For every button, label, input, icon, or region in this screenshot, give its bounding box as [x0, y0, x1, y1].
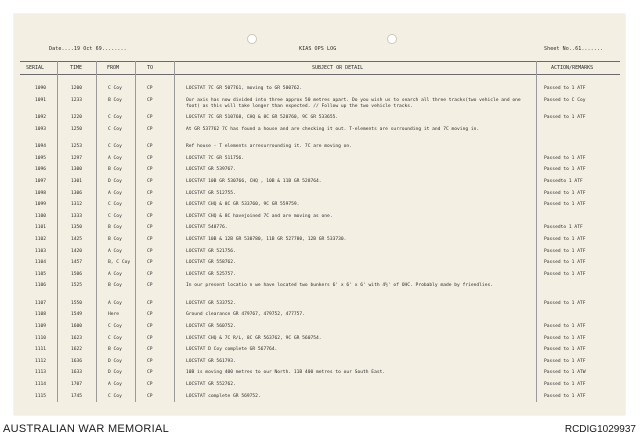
- cell-serial: 1103: [35, 248, 47, 254]
- cell-from: B Coy: [108, 97, 122, 103]
- col-header-action: ACTION/REMARKS: [551, 65, 594, 71]
- cell-serial: 1114: [35, 381, 47, 387]
- cell-to: CP: [147, 283, 153, 289]
- cell-serial: 1110: [35, 335, 47, 341]
- cell-to: CP: [147, 155, 153, 161]
- cell-from: C Coy: [108, 144, 122, 150]
- log-title: KIAS OPS LOG: [299, 46, 337, 52]
- log-row: [14, 392, 625, 404]
- cell-time: 1301: [71, 178, 83, 184]
- cell-time: 1425: [71, 236, 83, 242]
- cell-to: CP: [147, 167, 153, 173]
- cell-to: CP: [147, 126, 153, 132]
- cell-serial: 1102: [35, 236, 47, 242]
- cell-from: D Coy: [108, 358, 122, 364]
- cell-subject: LOCSTAT CHQ & 7C R/L, 8C GR 563762, 9C GR 560754.: [186, 335, 322, 341]
- cell-from: C Coy: [108, 213, 122, 219]
- log-row: [14, 270, 625, 282]
- cell-subject: LOCSTAT GR 560752.: [186, 324, 236, 329]
- cell-to: CP: [147, 115, 153, 121]
- cell-from: Here: [108, 312, 120, 318]
- cell-from: C Coy: [108, 202, 122, 208]
- cell-from: B Coy: [108, 283, 122, 289]
- cell-serial: 1096: [35, 167, 47, 173]
- cell-serial: 1105: [35, 271, 47, 277]
- col-header-from: FROM: [107, 65, 120, 71]
- log-row: [14, 113, 625, 125]
- cell-serial: 1100: [35, 213, 47, 219]
- cell-action: Passed to C Coy: [544, 97, 586, 103]
- log-row: [14, 96, 625, 114]
- cell-from: A Coy: [108, 300, 122, 306]
- cell-time: 1457: [71, 260, 83, 266]
- cell-subject: Ground clearance GR 479767, 479752, 477757.: [186, 312, 305, 318]
- cell-time: 1745: [71, 393, 83, 399]
- log-row: [14, 235, 625, 247]
- cell-time: 1506: [71, 271, 83, 277]
- cell-time: 1333: [71, 213, 83, 219]
- cell-from: C Coy: [108, 115, 122, 121]
- cell-subject: Ref house - T elements arresurrounding it. 7C are moving on.: [186, 144, 352, 150]
- cell-to: CP: [147, 312, 153, 318]
- log-date: Date....19 Oct 69........: [49, 46, 127, 52]
- cell-subject: LOCSTAT GR 552762.: [186, 381, 236, 387]
- cell-time: 1549: [71, 312, 83, 318]
- cell-time: 1200: [71, 86, 83, 91]
- log-row: [14, 334, 625, 346]
- log-row: [14, 200, 625, 212]
- log-row: [14, 299, 625, 311]
- cell-from: C Coy: [108, 335, 122, 341]
- cell-from: A Coy: [108, 271, 122, 277]
- cell-to: CP: [147, 202, 153, 208]
- cell-from: A Coy: [108, 248, 122, 254]
- cell-serial: 1090: [35, 86, 47, 91]
- cell-subject: LOCSTAT complete GR 569752.: [186, 393, 261, 399]
- cell-action: Passedto 1 ATF: [544, 225, 583, 231]
- cell-to: CP: [147, 178, 153, 184]
- cell-time: 1220: [71, 115, 83, 121]
- cell-time: 1297: [71, 155, 83, 161]
- cell-from: C Coy: [108, 86, 122, 91]
- cell-serial: 1115: [35, 393, 47, 399]
- cell-time: 1306: [71, 190, 83, 196]
- cell-subject: In our present locatio n we have located two bunkers 6' x 6' x 6' with 4½' of OHC. Probably made by friendlies.: [186, 283, 493, 289]
- cell-serial: 1101: [35, 225, 47, 231]
- cell-serial: 1107: [35, 300, 47, 306]
- cell-action: Passed to 1 ATW: [544, 370, 586, 376]
- log-row: [14, 84, 625, 96]
- cell-serial: 1094: [35, 144, 47, 150]
- cell-from: A Coy: [108, 381, 122, 387]
- cell-time: 1233: [71, 97, 83, 103]
- log-row: [14, 125, 625, 143]
- cell-to: CP: [147, 225, 153, 231]
- cell-subject: LOCSTAT GR 561793.: [186, 358, 236, 364]
- cell-subject: 10B is moving 400 metres to our North. 11B 400 metres to our South East.: [186, 370, 386, 376]
- cell-to: CP: [147, 248, 153, 254]
- footer-reference: RCDIG1029937: [564, 424, 636, 435]
- log-row: [14, 212, 625, 224]
- log-row: [14, 142, 625, 154]
- cell-subject: LOCSTAT 10B GR 530766, CHQ , 10B & 11B GR 528764.: [186, 178, 322, 184]
- cell-to: CP: [147, 190, 153, 196]
- cell-time: 1420: [71, 248, 83, 254]
- col-header-serial: SERIAL: [26, 65, 45, 71]
- cell-subject: LOCSTAT GR 512755.: [186, 190, 236, 196]
- cell-to: CP: [147, 97, 153, 103]
- cell-action: Passed to 1 ATF: [544, 86, 586, 91]
- cell-subject: LOCSTAT GR 539767.: [186, 167, 236, 173]
- cell-subject: LOCSTAT D Coy complete GR 567764.: [186, 347, 278, 353]
- cell-serial: 1091: [35, 97, 47, 103]
- cell-subject: LOCSTAT CHQ & 8C GR 533760, 9C GR 559759.: [186, 202, 300, 208]
- log-row: [14, 357, 625, 369]
- cell-serial: 1108: [35, 312, 47, 318]
- cell-to: CP: [147, 324, 153, 329]
- cell-action: Passed to 1 ATF: [544, 347, 586, 353]
- punch-hole: [247, 34, 257, 44]
- log-row: [14, 368, 625, 380]
- cell-from: D Coy: [108, 370, 122, 376]
- cell-to: CP: [147, 213, 153, 219]
- sheet-number: Sheet No..61.......: [544, 46, 604, 52]
- cell-subject: LOCSTAT 10B & 12B GR 530780, 11B GR 527780, 12B GR 533730.: [186, 236, 347, 242]
- cell-to: CP: [147, 370, 153, 376]
- cell-serial: 1106: [35, 283, 47, 289]
- cell-serial: 1092: [35, 115, 47, 121]
- cell-from: B Coy: [108, 225, 122, 231]
- cell-to: CP: [147, 347, 153, 353]
- log-table-body: [14, 84, 625, 403]
- cell-subject: LOCSTAT CHQ & 8C havejoined 7C and are moving as one.: [186, 213, 333, 219]
- cell-from: C Coy: [108, 393, 122, 399]
- cell-time: 1633: [71, 370, 83, 376]
- cell-time: 1550: [71, 300, 83, 306]
- cell-subject: LOCSTAT 7C GR 510768, CHQ & 8C GR 520760, 9C GR 533655.: [186, 115, 339, 121]
- col-header-to: TO: [147, 65, 154, 71]
- cell-serial: 1112: [35, 358, 47, 364]
- cell-subject: LOCSTAT GR 525757.: [186, 271, 236, 277]
- cell-subject: LOCSTAT GR 558762.: [186, 260, 236, 266]
- cell-time: 1525: [71, 283, 83, 289]
- col-header-time: TIME: [70, 65, 83, 71]
- cell-to: CP: [147, 335, 153, 341]
- cell-to: CP: [147, 86, 153, 91]
- cell-serial: 1104: [35, 260, 47, 266]
- log-row: [14, 380, 625, 392]
- cell-time: 1707: [71, 381, 83, 387]
- cell-subject: At GR 537762 7C has found a house and are checking it out. T-elements are surrounding it and 7C moving in.: [186, 126, 480, 132]
- cell-action: Passed to 1 ATF: [544, 324, 586, 329]
- cell-action: Passed to 1 ATF: [544, 260, 586, 266]
- cell-action: Passed to 1 ATF: [544, 358, 586, 364]
- cell-time: 1600: [71, 324, 83, 329]
- cell-action: Passed to 1 ATF: [544, 393, 586, 399]
- cell-time: 1350: [71, 225, 83, 231]
- cell-action: Passed to 1 ATF: [544, 155, 586, 161]
- header-top-rule: [20, 61, 620, 62]
- cell-action: Passed to 1 ATF: [544, 271, 586, 277]
- cell-serial: 1111: [35, 347, 47, 353]
- punch-hole: [387, 34, 397, 44]
- log-row: [14, 154, 625, 166]
- cell-time: 1636: [71, 358, 83, 364]
- cell-subject: LOCSTAT GR 533752.: [186, 300, 236, 306]
- cell-time: 1250: [71, 126, 83, 132]
- cell-serial: 1099: [35, 202, 47, 208]
- cell-action: Passed to 1 ATF: [544, 190, 586, 196]
- cell-subject: Our axis has now divided into three approx 50 metres apart. Do you wish us to search all three tracks(two vehicle and one foot) as this will take longer than expected. // Follow up the two vehicle tracks.: [186, 97, 521, 109]
- log-row: [14, 165, 625, 177]
- cell-from: D Coy: [108, 178, 122, 184]
- cell-action: Passed to 1 ATF: [544, 300, 586, 306]
- cell-action: Passed to 1 ATF: [544, 115, 586, 121]
- footer-source: AUSTRALIAN WAR MEMORIAL: [3, 423, 170, 435]
- cell-serial: 1095: [35, 155, 47, 161]
- cell-subject: LOCSTAT 548776.: [186, 225, 228, 231]
- cell-subject: LOCSTAT 7C GR 507761, moving to GR 500762.: [186, 86, 303, 91]
- cell-from: C Coy: [108, 126, 122, 132]
- cell-to: CP: [147, 393, 153, 399]
- cell-from: A Coy: [108, 155, 122, 161]
- cell-serial: 1113: [35, 370, 47, 376]
- cell-to: CP: [147, 260, 153, 266]
- cell-serial: 1097: [35, 178, 47, 184]
- cell-from: A Coy: [108, 190, 122, 196]
- cell-action: Passed to 1 ATF: [544, 381, 586, 387]
- footer: [0, 421, 640, 439]
- cell-subject: LOCSTAT 7C GR 511756.: [186, 155, 245, 161]
- cell-to: CP: [147, 381, 153, 387]
- cell-time: 1312: [71, 202, 83, 208]
- cell-to: CP: [147, 300, 153, 306]
- cell-to: CP: [147, 358, 153, 364]
- col-header-subject: SUBJECT OR DETAIL: [312, 65, 364, 71]
- cell-action: Passed to 1 ATF: [544, 248, 586, 254]
- log-row: [14, 177, 625, 189]
- cell-action: Passed to 1 ATF: [544, 167, 586, 173]
- cell-time: 1300: [71, 167, 83, 173]
- cell-from: B Coy: [108, 347, 122, 353]
- cell-action: Passedto 1 ATF: [544, 178, 583, 184]
- cell-to: CP: [147, 236, 153, 242]
- cell-serial: 1109: [35, 324, 47, 329]
- header-bottom-rule: [20, 74, 620, 75]
- log-row: [14, 322, 625, 334]
- cell-from: B Coy: [108, 236, 122, 242]
- cell-serial: 1098: [35, 190, 47, 196]
- cell-from: B Coy: [108, 167, 122, 173]
- log-row: [14, 258, 625, 270]
- log-row: [14, 345, 625, 357]
- cell-subject: LOCSTAT GR 521756.: [186, 248, 236, 254]
- log-sheet: [14, 14, 625, 415]
- cell-from: C Coy: [108, 324, 122, 329]
- cell-from: B, C Coy: [108, 260, 131, 266]
- cell-action: Passed to 1 ATF: [544, 335, 586, 341]
- cell-serial: 1093: [35, 126, 47, 132]
- cell-time: 1253: [71, 144, 83, 150]
- log-row: [14, 310, 625, 322]
- cell-time: 1623: [71, 335, 83, 341]
- log-row: [14, 223, 625, 235]
- log-row: [14, 189, 625, 201]
- cell-to: CP: [147, 271, 153, 277]
- log-row: [14, 247, 625, 259]
- cell-action: Passed to 1 ATF: [544, 202, 586, 208]
- log-row: [14, 281, 625, 299]
- cell-action: Passed to 1 ATF: [544, 236, 586, 242]
- cell-to: CP: [147, 144, 153, 150]
- cell-time: 1622: [71, 347, 83, 353]
